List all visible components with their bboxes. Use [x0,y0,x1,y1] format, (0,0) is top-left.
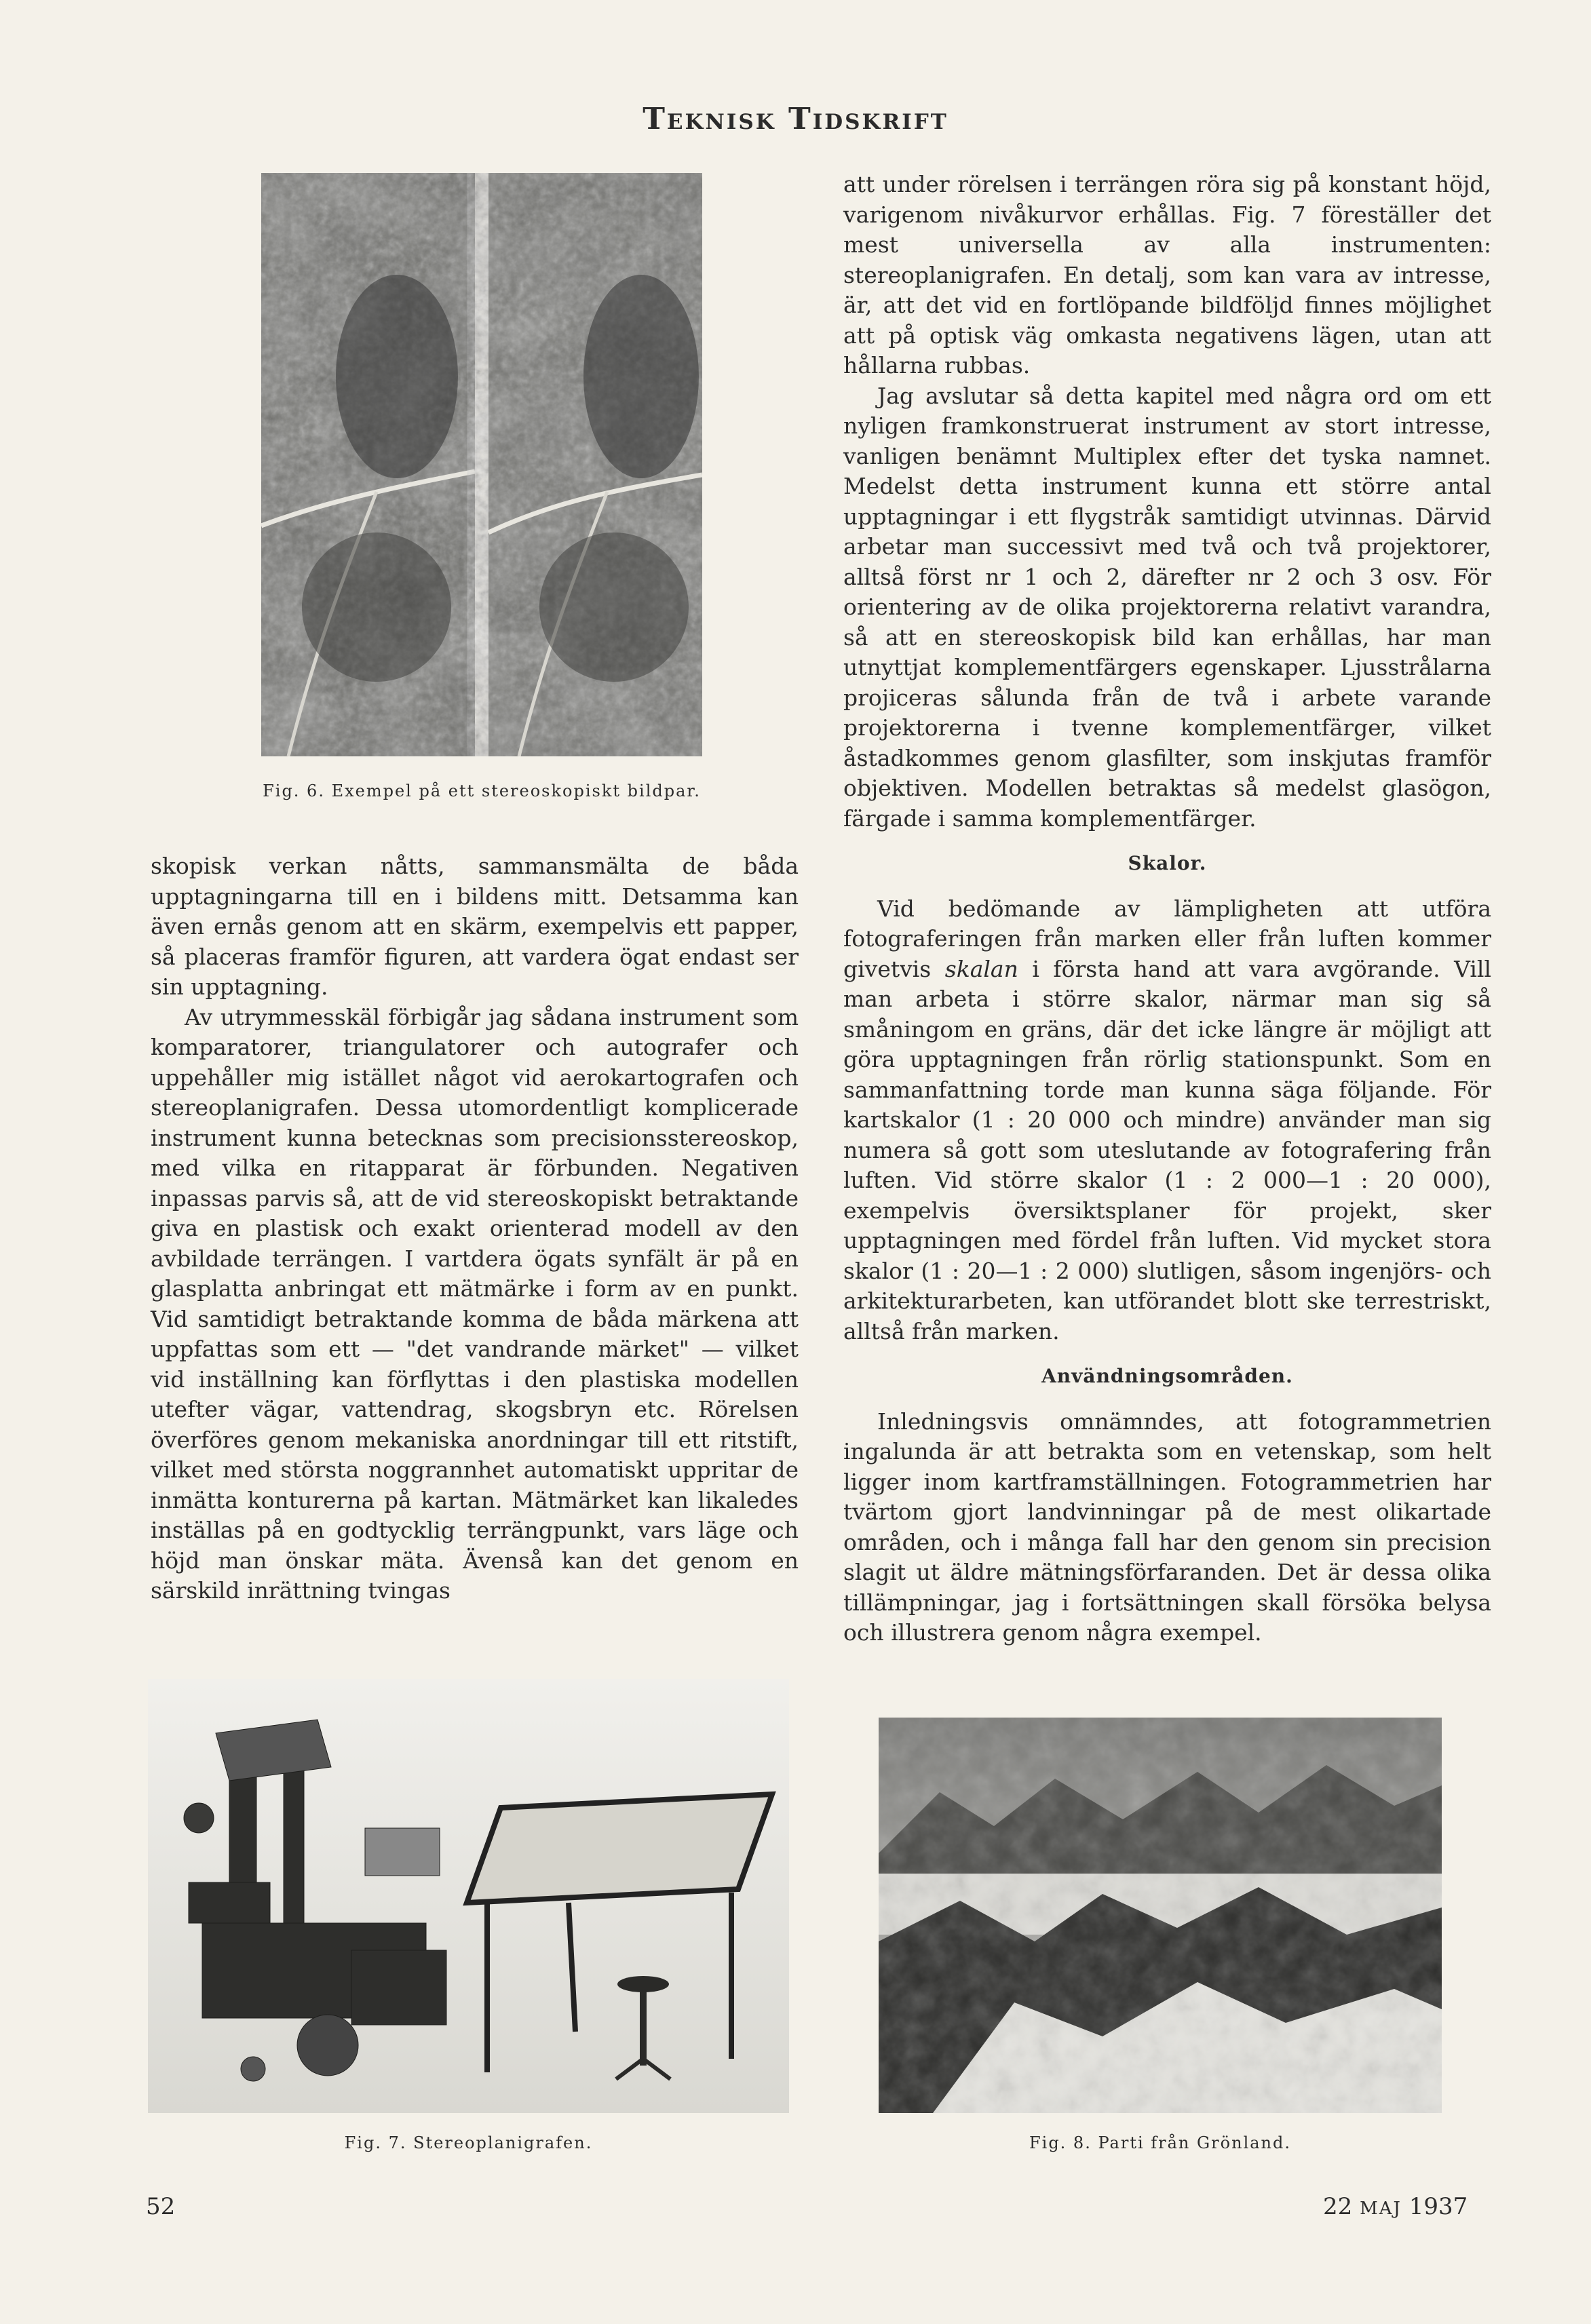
issue-date [1323,2193,1468,2220]
issue-date-month: MAJ [1360,2199,1402,2219]
right-paragraph-2: Jag avslutar så detta kapitel med några ord om ett nyligen framkonstruerat instrument av stort intresse, vanligen benämnt Multiplex efter det tyska namnet. Medelst detta instrument kunna ett större antal upptagningar i ett flygstråk samtidigt utvinnas. Därvid arbetar man successivt med två och två projektorer, alltså först nr 1 och 2, därefter nr 2 och 3 osv. För orientering av de olika projektorerna relativt varandra, så att en stereoskopisk bild kan erhållas, har man utnyttjat komplementfärgers egenskaper. Ljusstrålarna projiceras sålunda från de två i arbete varande projektorerna i tvenne komplementfärger, vilket åstadkommes genom glasfilter, som inskjutas framför objektiven. Modellen betraktas så medelst glasögon, färgade i samma komplementfärger. [843,382,1491,832]
skalor-paragraph: Vid bedömande av lämpligheten att utföra fotograferingen från marken eller från luften kommer givetvis skalan i första hand att vara avgörande. Vill man arbeta i större skalor, närmar man sig så småningom en gräns, där det icke längre är möjligt att göra upptagningen från rörlig stationspunkt. Som en sammanfattning torde man kunna säga följande. För kartskalor (1 : 20 000 och mindre) använder man sig numera så gott som uteslutande av fotografering från luften. Vid större skalor (1 : 2 000—1 : 20 000), exempelvis översiktsplaner för projekt, sker upptagningen med fördel från luften. Vid mycket stora skalor (1 : 20—1 : 2 000) slutligen, såsom ingenjörs- och arkitekturarbeten, kan utförandet blott ske terrestriskt, alltså från marken. [843,895,1492,1344]
fig8-caption: Fig. 8. Parti från Grönland. [1029,2133,1291,2152]
instrument-image [148,1679,789,2113]
right-paragraph-1: att under rörelsen i terrängen röra sig på konstant höjd, varigenom nivåkurvor erhållas. Fig. 7 föreställer det mest universella av alla instrumenten: stereoplanigrafen. En detalj, som kan vara av intresse, är, att det vid en fortlöpande bildföljd finnes möjlighet att på optisk väg omkasta negativens lägen, utan att hållarna rubbas. [843,171,1491,379]
fig6-stereo-pair [261,173,702,756]
left-column [151,851,799,1606]
fig7-caption: Fig. 7. Stereoplanigrafen. [344,2133,593,2152]
journal-title: Teknisk Tidskrift [643,102,948,136]
skalan-emphasis: skalan [944,955,1018,982]
left-paragraph-1: skopisk verkan nåtts, sammansmälta de båda upptagningarna till en i bildens mitt. Detsamma kan även ernås genom att en skärm, exempelvis ett papper, så placeras framför figuren, att vardera ögat endast ser sin upptagning. [151,853,799,1000]
right-column [843,170,1491,1648]
left-aerial-photo [261,173,475,756]
page-number: 52 [146,2193,176,2220]
fig8-greenland-photo [879,1718,1442,2113]
greenland-landscape-image [879,1718,1442,2113]
fig7-stereoplanigraf-photo [148,1679,789,2113]
issue-date-year: 1937 [1408,2193,1468,2220]
section-heading-anvandningsomraden: Användningsområden. [1041,1365,1293,1387]
section-heading-skalor: Skalor. [1128,852,1207,874]
anvandning-paragraph: Inledningsvis omnämndes, att fotogrammetrien ingalunda är att betrakta som en vetenskap, som helt ligger inom kartframställningen. Fotogrammetrien har tvärtom gjort landvinningar på de mest olikartade områden, och i många fall har den genom sin precision slagit ut äldre mätningsförfaranden. Det är dessa olika tillämpningar, jag i fortsättningen skall försöka belysa och illustrera genom några exempel. [843,1408,1491,1646]
right-aerial-photo [488,173,702,756]
aerial-photo-pair-image [261,173,702,756]
fig6-caption: Fig. 6. Exempel på ett stereoskopiskt bildpar. [263,781,701,800]
left-paragraph-2: Av utrymmesskäl förbigår jag sådana instrument som komparatorer, triangulatorer och autografer och uppehåller mig istället något vid aerokartografen och stereoplanigrafen. Dessa utomordentligt komplicerade instrument kunna betecknas som precisionsstereoskop, med vilka en ritapparat är förbunden. Negativen inpassas parvis så, att de vid stereoskopiskt betraktande giva en plastisk och exakt orienterad modell av den avbildade terrängen. I vartdera ögats synfält är på en glasplatta anbringat ett mätmärke i form av en punkt. Vid samtidigt betraktande komma de båda märkena att uppfattas som ett — "det vandrande märket" — vilket vid inställning kan förflyttas i den plastiska modellen utefter vägar, vattendrag, skogsbryn etc. Rörelsen överföres genom mekaniska anordningar till ett ritstift, vilket med största noggrannhet automatiskt uppritar de inmätta konturerna på kartan. Mätmärket kan likaledes inställas på en godtycklig terrängpunkt, vars läge och höjd man önskar mäta. Ävenså kan det genom en särskild inrättning tvingas [151,1003,799,1604]
issue-date-day: 22 [1323,2193,1353,2220]
